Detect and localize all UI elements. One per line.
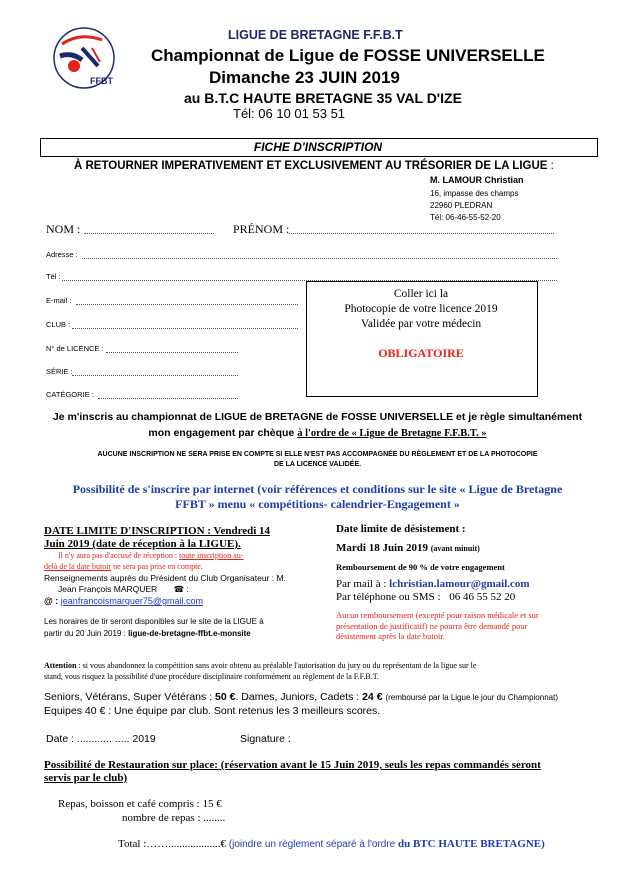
return-text: À RETOURNER IMPERATIVEMENT ET EXCLUSIVEMENT AU TRÉSORIER DE LA LIGUE <box>74 160 548 172</box>
championship-date: Dimanche 23 JUIN 2019 <box>209 68 400 87</box>
teams-line: Equipes 40 € : Une équipe par club. Sont retenus les 3 meilleurs scores. <box>44 705 381 717</box>
categorie-field[interactable] <box>98 398 238 399</box>
attention-label: Attention <box>44 661 77 670</box>
attention-line1 <box>44 661 476 670</box>
league-name: LIGUE DE BRETAGNE F.F.B.T <box>228 28 403 42</box>
treasurer-email[interactable]: lchristian.lamour@gmail.com <box>389 578 530 590</box>
ack-rule: toute inscription au- <box>179 551 244 560</box>
prenom-label: PRÉNOM : <box>233 222 290 236</box>
info-line1: Renseignements auprès du Président du Club Organisateur : M. <box>44 573 286 583</box>
mail-label: Par mail à : <box>336 578 387 590</box>
engagement-cheque: mon engagement par chèque <box>148 427 295 439</box>
phone-colon: : <box>186 584 189 594</box>
no-refund <box>336 610 589 642</box>
engagement-line1: Je m'inscris au championnat de LIGUE de BRETAGNE de FOSSE UNIVERSELLE et je règle simultanément <box>52 411 583 423</box>
meal-price: Repas, boisson et café compris : 15 € <box>58 798 222 810</box>
logo-text: FFBT <box>90 76 113 86</box>
deadline-line2: Juin 2019 (date de réception à la LIGUE). <box>44 538 241 550</box>
venue: au B.T.C HAUTE BRETAGNE 35 VAL D'IZE <box>184 90 462 106</box>
ack-text: Il n'y aura pas d'accusé de réception : <box>58 551 178 560</box>
internet-line2: FFBT » menu « compétitions- calendrier-Engagement » <box>175 497 460 511</box>
contact-phone: Tél: 06 10 01 53 51 <box>233 106 346 121</box>
total-amount[interactable]: Total :……...................€ <box>118 838 227 850</box>
organizer-email-link[interactable]: jeanfrancoismarquer75@gmail.com <box>60 596 203 606</box>
attention-text: : si vous abandonnez la compétition sans avoir obtenu au préalable l'autorisation du jury ou du représentant de la ligue sur le <box>76 661 477 670</box>
horaires-site: ligue-de-bretagne-ffbt.e-monsite <box>128 629 251 638</box>
attention-line2: stand, vous risquez la possibilité d'une procédure disciplinaire conformément au règlement de la F.F.B.T. <box>44 672 380 681</box>
photo-line3: Validée par votre médecin <box>360 318 482 330</box>
ack-line2 <box>44 562 203 571</box>
adresse-label: Adresse : <box>46 250 78 259</box>
treasurer-address1: 16, impasse des champs <box>430 189 519 198</box>
ack-text2: ne sera pas prise en compte. <box>113 562 203 571</box>
categorie-label: CATÉGORIE : <box>46 390 94 399</box>
desist-title: Date limite de désistement : <box>336 523 466 535</box>
adresse-field[interactable] <box>82 258 557 259</box>
licence-field[interactable] <box>106 352 238 353</box>
warning-line2: DE LA LICENCE VALIDÉE. <box>273 461 362 468</box>
restauration-line2: servis par le club) <box>44 772 128 784</box>
return-colon: : <box>550 160 554 172</box>
serie-label: SÉRIE : <box>46 367 73 376</box>
signature-field[interactable]: Signature : <box>240 733 291 745</box>
treasurer-phone: 06 46 55 52 20 <box>449 591 516 603</box>
licence-label: N° de LICENCE : <box>46 344 104 353</box>
club-field[interactable] <box>72 328 298 329</box>
ffbt-logo <box>52 26 116 90</box>
prenom-field[interactable] <box>289 233 554 234</box>
meal-count[interactable]: nombre de repas : ........ <box>122 812 226 824</box>
email-at: @ : <box>44 596 59 606</box>
horaires-date: partir du 20 Juin 2019 : <box>44 629 126 638</box>
deadline-line1: DATE LIMITE D'INSCRIPTION : Vendredi 14 <box>44 525 271 537</box>
refund-text: Remboursement de 90 % de votre engagement <box>336 562 505 572</box>
internet-line1: Possibilité de s'inscrire par internet (voir références et conditions sur le site « Ligue de Bretagne <box>72 482 563 496</box>
restauration-line1: Possibilité de Restauration sur place: (réservation avant le 15 Juin 2019, seuls les repas commandés seront <box>44 759 541 771</box>
desist-note: (avant minuit) <box>430 544 480 553</box>
juniors-note: (remboursé par la Ligue le jour du Championnat) <box>385 693 558 702</box>
organizer-email-line <box>44 596 203 606</box>
juniors-label: . Dames, Juniors, Cadets : <box>235 691 360 703</box>
no-refund-line3: désistement après la date butoir. <box>336 631 445 641</box>
horaires-line1: Les horaires de tir seront disponibles sur le site de la LIGUE à <box>44 617 264 626</box>
phone-line <box>336 591 515 603</box>
juniors-price: 24 € <box>362 691 383 703</box>
info-line2 <box>58 584 189 595</box>
treasurer-name: M. LAMOUR Christian <box>430 175 524 185</box>
tel-label: Tél : <box>46 272 61 281</box>
treasurer-address2: 22960 PLEDRAN <box>430 201 493 210</box>
phone-icon: ☎ <box>173 584 185 594</box>
horaires-line2 <box>44 629 251 638</box>
return-instruction <box>74 160 554 172</box>
nom-label: NOM : <box>46 222 81 236</box>
warning-line1: AUCUNE INSCRIPTION NE SERA PRISE EN COMPTE SI ELLE N'EST PAS ACCOMPAGNÉE DU RÈGLEMENT ET DE LA PHOTOCOPIE <box>97 451 538 458</box>
fiche-title: FICHE D'INSCRIPTION <box>253 140 383 154</box>
photo-line2: Photocopie de votre licence 2019 <box>344 303 498 315</box>
club-label: CLUB : <box>46 320 71 329</box>
organizer-name: Jean François MARQUER <box>58 584 158 594</box>
desist-date: Mardi 18 Juin 2019 <box>336 542 428 554</box>
seniors-price: 50 € <box>215 691 236 703</box>
championship-title: Championnat de Ligue de FOSSE UNIVERSELLE <box>151 46 545 65</box>
total-note: (joindre un règlement séparé à l'ordre <box>228 839 396 850</box>
engagement-line2 <box>30 427 605 439</box>
total-club: du BTC HAUTE BRETAGNE) <box>397 838 545 850</box>
ack-line1 <box>58 551 244 560</box>
desist-date-line <box>336 542 480 554</box>
engagement-order: à l'ordre de « Ligue de Bretagne F.F.B.T. » <box>297 428 487 439</box>
required-label: OBLIGATOIRE <box>378 346 464 360</box>
no-refund-line2: présentation de justificatif) ne pourra être demandé pour <box>336 620 528 631</box>
email-field[interactable] <box>76 304 298 305</box>
nom-field[interactable] <box>84 233 214 234</box>
price-line <box>44 691 558 703</box>
seniors-label: Seniors, Vétérans, Super Vétérans : <box>44 691 213 703</box>
photo-line1: Coller ici la <box>393 288 449 300</box>
ack-deadline: delà de la date butoir <box>44 562 112 571</box>
email-label: E-mail : <box>46 296 72 305</box>
mail-line <box>336 578 530 590</box>
date-field[interactable]: Date : ............ ..... 2019 <box>46 733 156 745</box>
total-line <box>118 838 545 850</box>
no-refund-line1: Aucun remboursement (excepté pour raison médicale et sur <box>336 610 539 620</box>
treasurer-tel: Tél: 06-46-55-52-20 <box>430 213 501 222</box>
serie-field[interactable] <box>72 375 238 376</box>
phone-label: Par téléphone ou SMS : <box>336 591 441 603</box>
